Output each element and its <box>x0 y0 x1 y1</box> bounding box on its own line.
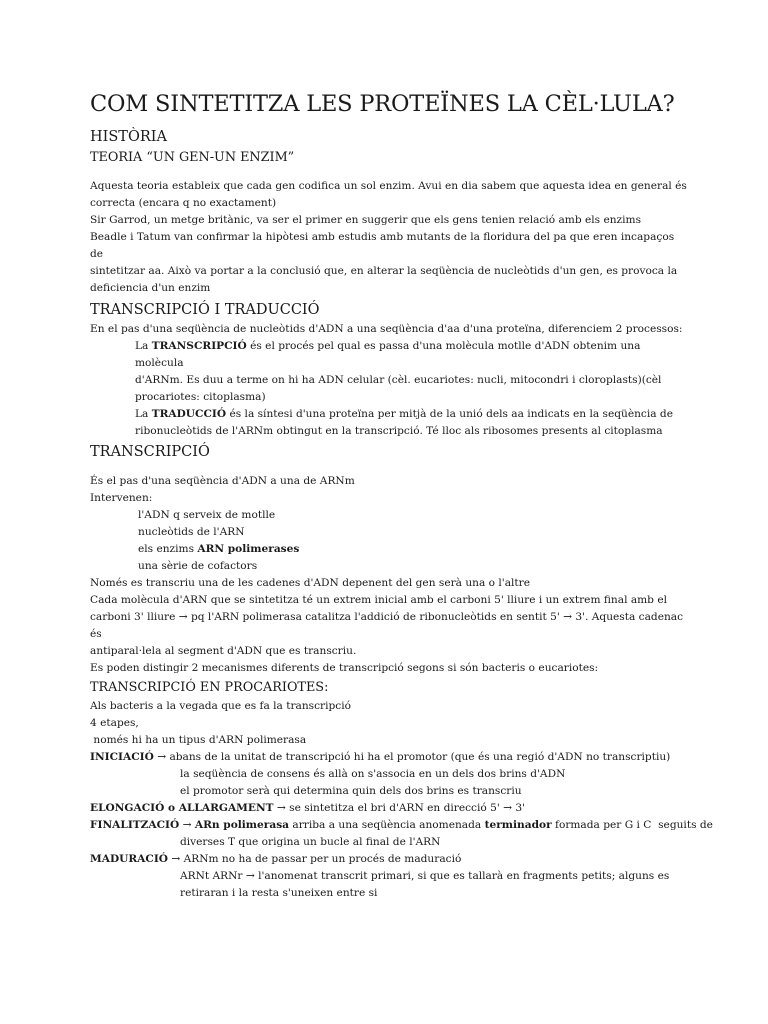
paragraph-line: 4 etapes, <box>90 717 139 729</box>
definition-traduccio: La TRADUCCIÓ és la síntesi d'una proteïna per mitjà de la unió dels aa indicats en la seqüència de <box>135 408 673 420</box>
stage-detail: la seqüència de consens és allà on s'associa en un dels dos brins d'ADN <box>180 768 566 780</box>
stage-detail: retiraran i la resta s'uneixen entre si <box>180 887 378 899</box>
definition-transcripcio: La TRANSCRIPCIÓ és el procés pel qual es passa d'una molècula motlle d'ADN obtenim una molècula <box>135 340 641 369</box>
page-title: COM SINTETITZA LES PROTEÏNES LA CÈL·LULA? <box>90 91 675 117</box>
paragraph-line: deficiencia d'un enzim <box>90 282 211 294</box>
paragraph-line: Cada molècula d'ARN que se sintetitza té un extrem inicial amb el carboni 5' lliure i un extrem final amb el <box>90 594 667 606</box>
paragraph-line: Es poden distingir 2 mecanismes diferents de transcripció segons si són bacteris o eucariotes: <box>90 662 599 674</box>
paragraph-line: Aquesta teoria estableix que cada gen codifica un sol enzim. Avui en dia sabem que aquesta idea en general és <box>90 180 687 192</box>
paragraph-line: Sir Garrod, un metge britànic, va ser el primer en suggerir que els gens tenien relació amb els enzims <box>90 214 642 226</box>
stage-maduracio: MADURACIÓ → ARNm no ha de passar per un procés de maduració <box>90 853 462 865</box>
paragraph-line: Als bacteris a la vegada que es fa la transcripció <box>90 700 351 712</box>
list-item: els enzims ARN polimerases <box>138 543 300 555</box>
bold-term: MADURACIÓ <box>90 853 169 865</box>
subheading-procariotes: TRANSCRIPCIÓ EN PROCARIOTES: <box>90 680 329 695</box>
document-page <box>90 88 713 902</box>
bold-term: ELONGACIÓ o ALLARGAMENT <box>90 802 274 814</box>
section-heading-transcripcio: TRANSCRIPCIÓ <box>90 444 210 460</box>
paragraph-line: sintetitzar aa. Això va portar a la conclusió que, en alterar la seqüència de nucleòtids d'un gen, es provoca la <box>90 265 678 277</box>
bold-term: ARN polimerases <box>197 543 300 555</box>
bold-term: TRANSCRIPCIÓ <box>151 340 247 352</box>
stage-iniciacio: INICIACIÓ → abans de la unitat de transcripció hi ha el promotor (que és una regió d'ADN no transcriptiu) <box>90 751 671 763</box>
paragraph-line: procariotes: citoplasma) <box>135 391 266 403</box>
paragraph-line: antiparal·lela al segment d'ADN que es transcriu. <box>90 645 357 657</box>
bold-term: terminador <box>484 819 552 831</box>
paragraph-line: només hi ha un tipus d'ARN polimerasa <box>90 734 307 746</box>
paragraph-line: En el pas d'una seqüència de nucleòtids d'ADN a una seqüència d'aa d'una proteïna, diferenciem 2 processos: <box>90 323 683 335</box>
list-item: l'ADN q serveix de motlle <box>138 509 276 521</box>
stage-detail: ARNt ARNr → l'anomenat transcrit primari, si que es tallarà en fragments petits; alguns es <box>180 870 670 882</box>
list-item: nucleòtids de l'ARN <box>138 526 245 538</box>
paragraph-line: carboni 3' lliure → pq l'ARN polimerasa catalitza l'addició de ribonucleòtids en sentit 5' → 3'. Aquesta cadenac és <box>90 611 684 640</box>
stage-elongacio: ELONGACIÓ o ALLARGAMENT → se sintetitza el bri d'ARN en direcció 5' → 3' <box>90 802 526 814</box>
stage-detail: diverses T que origina un bucle al final de l'ARN <box>180 836 441 848</box>
bold-term: TRADUCCIÓ <box>151 408 227 420</box>
bold-term: ARn polimerasa <box>194 819 290 831</box>
bold-term: FINALITZACIÓ <box>90 819 180 831</box>
stage-detail: el promotor serà qui determina quin dels dos brins es transcriu <box>180 785 522 797</box>
paragraph-line: d'ARNm. Es duu a terme on hi ha ADN celular (cèl. eucariotes: nucli, mitocondri i cloroplasts)(cèl <box>135 374 662 386</box>
paragraph-line: Intervenen: <box>90 492 153 504</box>
paragraph-line: Només es transcriu una de les cadenes d'ADN depenent del gen serà una o l'altre <box>90 577 531 589</box>
paragraph-line: Beadle i Tatum van confirmar la hipòtesi amb estudis amb mutants de la floridura del pa que eren incapaços de <box>90 231 675 260</box>
subheading-teoria: TEORIA “UN GEN-UN ENZIM” <box>90 150 295 165</box>
section-heading-transcripcio-traduccio: TRANSCRIPCIÓ I TRADUCCIÓ <box>90 302 320 318</box>
section-heading-historia: HISTÒRIA <box>90 129 167 145</box>
paragraph-line: És el pas d'una seqüència d'ADN a una de ARNm <box>90 475 355 487</box>
paragraph-line: correcta (encara q no exactament) <box>90 197 277 209</box>
paragraph-line: ribonucleòtids de l'ARNm obtingut en la transcripció. Té lloc als ribosomes presents al citoplasma <box>135 425 663 437</box>
list-item: una sèrie de cofactors <box>138 560 258 572</box>
stage-finalitzacio: FINALITZACIÓ → ARn polimerasa arriba a una seqüència anomenada terminador formada per G i C seguits de <box>90 819 713 831</box>
bold-term: INICIACIÓ <box>90 751 154 763</box>
